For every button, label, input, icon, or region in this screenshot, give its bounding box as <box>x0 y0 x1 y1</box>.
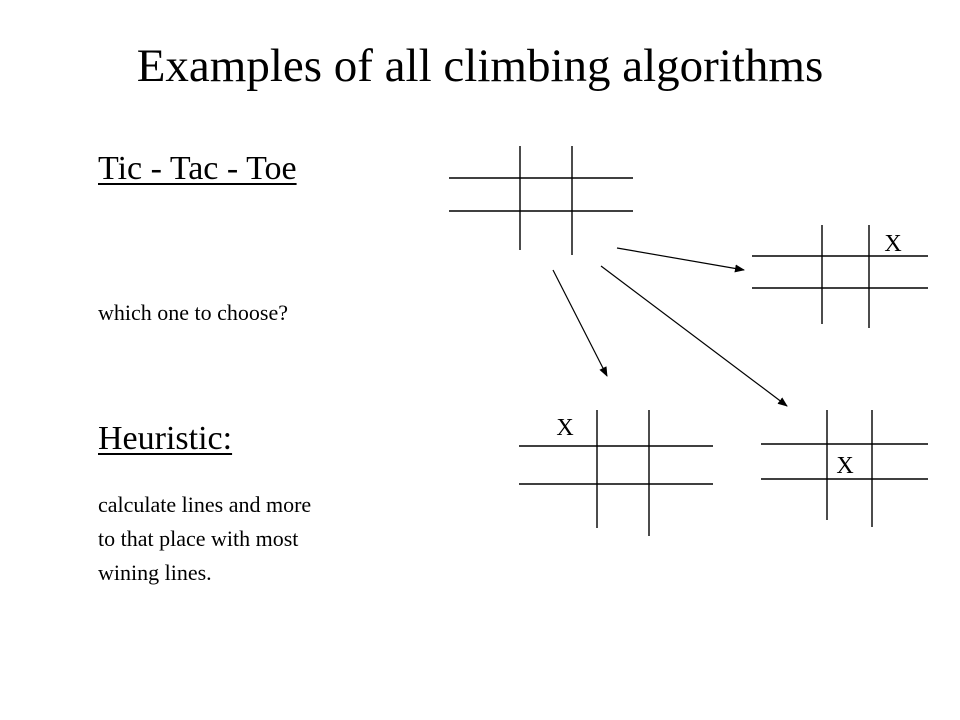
board-empty <box>449 146 633 255</box>
arrow-to-board-top-right <box>617 248 744 270</box>
board-bottom-right-mark: X <box>836 453 854 479</box>
heuristic-heading: Heuristic: <box>98 420 233 457</box>
heuristic-line-2: to that place with most <box>98 526 299 551</box>
arrow-to-board-bottom-right <box>601 266 787 406</box>
board-bottom-left-mark: X <box>556 415 574 441</box>
board-bottom-right <box>761 410 928 527</box>
board-top-right <box>752 225 928 328</box>
section-heading-tic-tac-toe: Tic - Tac - Toe <box>98 150 297 187</box>
board-top-right-mark: X <box>884 231 902 257</box>
page-title: Examples of all climbing algorithms <box>136 40 824 92</box>
arrow-to-board-bottom-left <box>553 270 607 376</box>
heuristic-line-3: wining lines. <box>98 560 212 585</box>
board-bottom-left <box>519 410 713 536</box>
heuristic-line-1: calculate lines and more <box>98 492 312 517</box>
question-text: which one to choose? <box>98 300 288 325</box>
